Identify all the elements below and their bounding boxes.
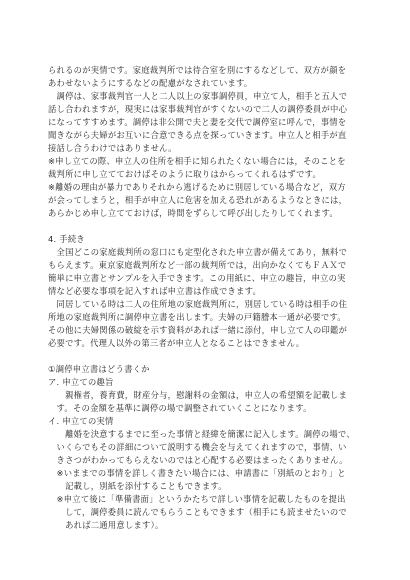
spacer bbox=[48, 350, 362, 363]
note-line: ※いままでの事情を詳しく書きたい場合には、申請書に「別紙のとおり」と bbox=[48, 468, 346, 478]
text-line: 調停は、家事裁判官一人と二人以上の家事調停員，申立て人，相手と五人で bbox=[48, 91, 348, 101]
text-line: もらえます。東京家庭裁判所など一部の裁判所では，出向かなくてもＦＡＸで bbox=[48, 260, 347, 270]
section-heading: 4. 手続き bbox=[48, 234, 85, 244]
text-line: 全国どこの家庭裁判所の窓口にも定型化された申立書が備えてあり，無料で bbox=[48, 247, 348, 257]
note-line: 記載し，別紙を添付することもできます。 bbox=[48, 481, 227, 491]
text-line: になってすすめます。調停は非公開で夫と妻を交代で調停室に呼んで，事情を bbox=[48, 117, 347, 127]
section-procedure bbox=[48, 233, 362, 350]
text-line: 接話し合うわけではありません。 bbox=[48, 143, 177, 153]
text-line: 離婚を決意するまでに至った事情と経緯を簡潔に記入します。調停の場で、 bbox=[48, 429, 355, 439]
intro-paragraph bbox=[48, 64, 362, 220]
text-line: 同居している時は二人の住所地の家庭裁判所に，別居している時は相手の住 bbox=[48, 299, 348, 309]
text-line: 親権者，養育費，財産分与，慰謝料の金額は，申立人の希望額を記載しま bbox=[48, 390, 348, 400]
text-line: 必要です。代理人以外の第三者が申立人となることはできません。 bbox=[48, 338, 305, 348]
note-line: ※申し立ての際、申立人の住所を相手に知られたくない場合には，そのことを bbox=[48, 156, 346, 166]
text-line: その他に夫婦関係の破綻を示す資料があれば一緒に添付，申し立て人の印鑑が bbox=[48, 325, 348, 335]
text-line: きさつがわかってもらえないのではと心配する必要はまったくありません。 bbox=[48, 455, 348, 465]
text-line: いくらでもその詳細について説明する機会を与えてくれますので，事情、い bbox=[48, 442, 347, 452]
note-line: あれば二通用意します）。 bbox=[48, 520, 164, 530]
note-line: して，調停委員に読んでもらうこともできます（相手にも読ませたいので bbox=[48, 507, 347, 517]
subsection-how-to-write bbox=[48, 363, 362, 532]
text-line: 所地の家庭裁判所に調停申立書を出します。夫婦の戸籍謄本一通が必要です。 bbox=[48, 312, 346, 322]
text-line: られるのが実情です。家庭裁判所では待合室を別にするなどして、双方が顔を bbox=[48, 65, 347, 75]
text-line: 話し合われますが，現実には家事裁判官がすくないので二人の調停委員が中心 bbox=[48, 104, 348, 114]
note-line: が会ってしまうと，相手が申立人に危害を加える恐れがあるようなときには， bbox=[48, 195, 348, 205]
text-line: あわせないようにするなどの配慮がなされています。 bbox=[48, 78, 253, 88]
note-line: ※離婚の理由が暴力でありそれから逃げるために別居している場合など，双方 bbox=[48, 182, 346, 192]
subsection-heading: ①調停申立書はどう書くか bbox=[48, 364, 150, 374]
note-line: 裁判所に申し立てておけばそのように取りはからってくれるはずです。 bbox=[48, 169, 322, 179]
note-line: ※申立て後に「準備書面」というかたちで詳しい事情を記載したものを提出 bbox=[48, 494, 346, 504]
text-line: 聞きながら夫婦がお互いに合意できる点を探っていきます。申立人と相手が直 bbox=[48, 130, 347, 140]
note-line: あらかじめ申し立てておけば，時間をずらして呼び出したりしてくれます。 bbox=[48, 208, 338, 218]
item-heading: イ. 申立ての実情 bbox=[48, 416, 114, 426]
spacer bbox=[48, 220, 362, 233]
item-heading: ア. 申立ての趣旨 bbox=[48, 377, 114, 387]
text-line: 簡単に申立書とサンプルを入手できます。この用紙に、申立の趣旨，申立の実 bbox=[48, 273, 346, 283]
text-line: 情など必要な事項を記入すれば申立書は作成できます。 bbox=[48, 286, 262, 296]
text-line: す。その金額を基準に調停の場で調整されていくことになります。 bbox=[48, 403, 312, 413]
